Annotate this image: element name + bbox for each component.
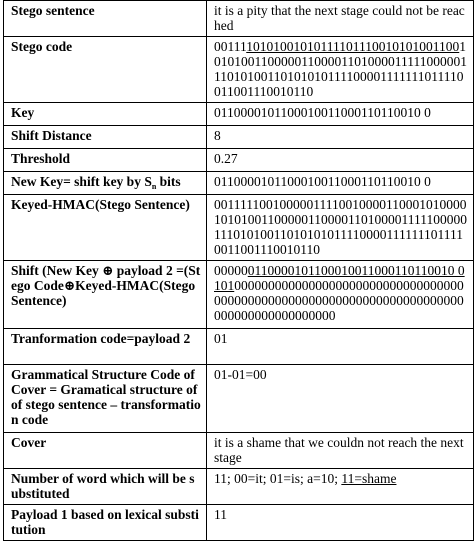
row-label: Keyed-HMAC(Stego Sentence) (4, 195, 207, 261)
stego-example-table (3, 0, 474, 541)
value-underlined: 11=shame (341, 471, 397, 486)
row-value: 0.27 (207, 149, 474, 172)
table-row (4, 469, 474, 505)
row-value: 01-01=00 (207, 365, 474, 433)
table-row (4, 433, 474, 469)
value-suffix: 10101001100000110000110100001111100000111010100110101010111100001111111011110011001110010110 (214, 39, 467, 99)
row-label: Key (4, 103, 207, 126)
row-value: 0110000101100010011000110110010 0 (207, 172, 474, 195)
row-value: it is a pity that the next stage could not be reached (207, 1, 474, 37)
value-underlined: 10101001010111101110010101001100 (246, 39, 460, 54)
row-value (207, 261, 474, 329)
value-prefix: 11; 00=it; 01=is; a=10; (214, 471, 342, 486)
table-row (4, 261, 474, 329)
row-label: Grammatical Structure Code of Cover = Gramatical structure of of stego sentence – transformation code (4, 365, 207, 433)
row-label: Cover (4, 433, 207, 469)
table-row (4, 1, 474, 37)
table-row (4, 149, 474, 172)
table-row (4, 365, 474, 433)
table-row (4, 37, 474, 103)
row-value: 01 (207, 329, 474, 365)
row-label: Shift Distance (4, 126, 207, 149)
table-row (4, 505, 474, 541)
table-row (4, 126, 474, 149)
row-label: Tranformation code=payload 2 (4, 329, 207, 365)
label-subscript: n (151, 182, 157, 191)
table-row (4, 195, 474, 261)
row-value (207, 37, 474, 103)
value-suffix: 00000000000000000000000000000000000000000000000000000000000000000000000000000000000000000 (214, 278, 464, 323)
label-prefix: New Key= shift key by S (11, 174, 152, 189)
value-prefix: 00000 (214, 263, 248, 278)
row-label: Stego code (4, 37, 207, 103)
row-label: Shift (New Key ⊕ payload 2 =(Stego Code⊕Keyed-HMAC(Stego Sentence) (4, 261, 207, 329)
row-value: 8 (207, 126, 474, 149)
row-value: 0011111001000001111001000011000101000010101001100000110000110100001111100000111010100110101010111100001111111011110011001110010110 (207, 195, 474, 261)
table-row (4, 172, 474, 195)
row-label (4, 172, 207, 195)
table-row (4, 103, 474, 126)
row-label: Payload 1 based on lexical substitution (4, 505, 207, 541)
row-label: Threshold (4, 149, 207, 172)
row-label: Stego sentence (4, 1, 207, 37)
label-suffix: bits (156, 174, 181, 189)
row-label: Number of word which will be substituted (4, 469, 207, 505)
value-prefix: 00111 (214, 39, 247, 54)
value-underlined: 0110000101100010011000110110010 0101 (214, 263, 465, 293)
row-value: 0110000101100010011000110110010 0 (207, 103, 474, 126)
table-row (4, 329, 474, 365)
row-value: it is a shame that we couldn not reach the next stage (207, 433, 474, 469)
row-value: 11 (207, 505, 474, 541)
row-value (207, 469, 474, 505)
